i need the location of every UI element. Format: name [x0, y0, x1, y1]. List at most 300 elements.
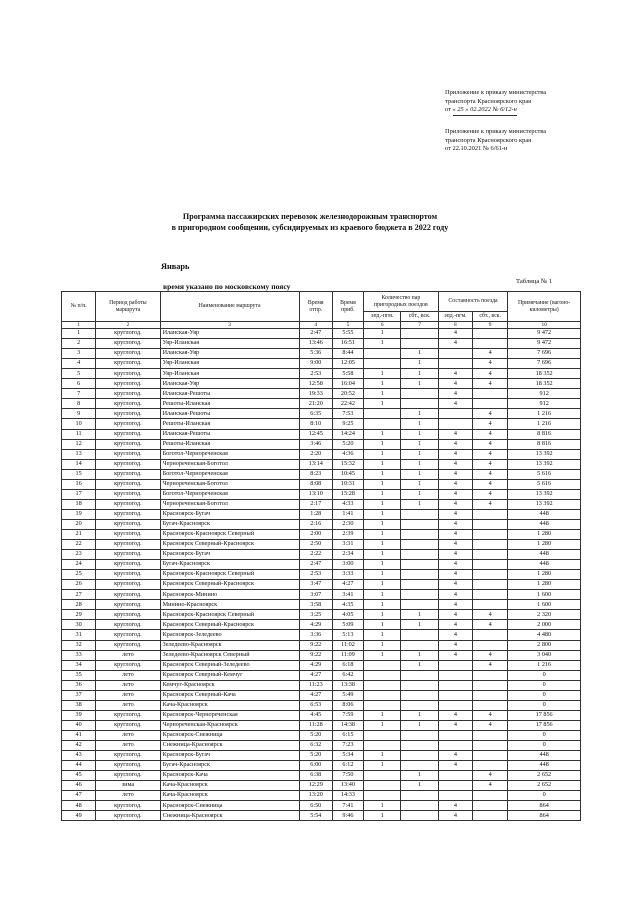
pairs-weekday: 1	[364, 489, 401, 499]
row-number: 2	[62, 339, 96, 349]
composition-weekend: 4	[472, 660, 507, 670]
arrival-time: 3:31	[332, 540, 363, 550]
route-name: Красноярск-Зеледеево	[160, 630, 299, 640]
route-name: Решоты-Иланская	[160, 439, 299, 449]
arrival-time: 11:02	[332, 640, 363, 650]
pairs-weekday: 1	[364, 640, 401, 650]
appendix-date-prefix: от	[445, 106, 451, 114]
pairs-weekend	[401, 529, 438, 539]
arrival-time: 7:50	[332, 771, 363, 781]
table-row	[62, 560, 581, 570]
departure-time: 4:29	[299, 620, 332, 630]
table-row	[62, 379, 581, 389]
arrival-time: 13:38	[332, 680, 363, 690]
composition-weekday: 4	[438, 439, 472, 449]
pairs-weekend	[401, 570, 438, 580]
row-number: 10	[62, 419, 96, 429]
departure-time: 4:29	[299, 660, 332, 670]
pairs-weekday: 1	[364, 519, 401, 529]
composition-weekend: 4	[472, 720, 507, 730]
pairs-weekend	[401, 339, 438, 349]
route-period: лето	[96, 730, 160, 740]
table-row	[62, 690, 581, 700]
row-number: 46	[62, 781, 96, 791]
arrival-time: 5:58	[332, 369, 363, 379]
composition-weekend	[472, 680, 507, 690]
pairs-weekday: 1	[364, 449, 401, 459]
pairs-weekday	[364, 419, 401, 429]
pairs-weekday: 1	[364, 499, 401, 509]
pairs-weekday	[364, 781, 401, 791]
composition-weekend: 4	[472, 499, 507, 509]
departure-time: 13:14	[299, 459, 332, 469]
car-km-note: 1 216	[508, 409, 581, 419]
car-km-note: 1 280	[508, 570, 581, 580]
composition-weekend: 4	[472, 379, 507, 389]
route-name: Красноярск Северный-Кача	[160, 690, 299, 700]
departure-time: 6:38	[299, 771, 332, 781]
car-km-note: 3 040	[508, 650, 581, 660]
composition-weekend	[472, 630, 507, 640]
pairs-weekday: 1	[364, 630, 401, 640]
composition-weekend: 4	[472, 650, 507, 660]
composition-weekday: 4	[438, 339, 472, 349]
pairs-weekday: 1	[364, 459, 401, 469]
arrival-time: 7:41	[332, 801, 363, 811]
car-km-note: 13 392	[508, 449, 581, 459]
departure-time: 6:32	[299, 740, 332, 750]
composition-weekday: 4	[438, 710, 472, 720]
route-period: круглогод.	[96, 379, 160, 389]
composition-weekday	[438, 700, 472, 710]
composition-weekday: 4	[438, 761, 472, 771]
composition-weekday: 4	[438, 590, 472, 600]
column-number-cell: 8	[438, 322, 472, 329]
arrival-time: 14:38	[332, 720, 363, 730]
composition-weekday: 4	[438, 580, 472, 590]
car-km-note: 0	[508, 740, 581, 750]
pairs-weekday: 1	[364, 710, 401, 720]
pairs-weekend: 1	[401, 349, 438, 359]
arrival-time: 5:55	[332, 329, 363, 339]
composition-weekday: 4	[438, 449, 472, 459]
composition-weekend	[472, 519, 507, 529]
table-row	[62, 781, 581, 791]
table-row	[62, 740, 581, 750]
pairs-weekday: 1	[364, 811, 401, 821]
table-row	[62, 610, 581, 620]
composition-weekend	[472, 801, 507, 811]
route-period: круглогод.	[96, 751, 160, 761]
document-title	[100, 211, 520, 233]
table-row	[62, 730, 581, 740]
composition-weekend: 4	[472, 479, 507, 489]
route-period: круглогод.	[96, 419, 160, 429]
departure-time: 13:20	[299, 791, 332, 801]
row-number: 24	[62, 560, 96, 570]
route-period: круглогод.	[96, 771, 160, 781]
route-period: круглогод.	[96, 570, 160, 580]
composition-weekday	[438, 791, 472, 801]
departure-time: 9:22	[299, 650, 332, 660]
composition-weekend	[472, 329, 507, 339]
route-period: круглогод.	[96, 550, 160, 560]
col-subheader-weekday: эпд.-пгм.	[364, 312, 401, 322]
route-name: Красноярск-Красноярск Северный	[160, 529, 299, 539]
table-row	[62, 540, 581, 550]
arrival-time: 7:23	[332, 740, 363, 750]
departure-time: 3:25	[299, 610, 332, 620]
table-row	[62, 550, 581, 560]
pairs-weekend: 1	[401, 379, 438, 389]
composition-weekday: 4	[438, 720, 472, 730]
column-number-cell: 4	[299, 322, 332, 329]
car-km-note: 448	[508, 509, 581, 519]
table-row	[62, 479, 581, 489]
car-km-note: 5 616	[508, 469, 581, 479]
departure-time: 8:23	[299, 469, 332, 479]
route-name: Зеледеево-Красноярск	[160, 640, 299, 650]
composition-weekday	[438, 409, 472, 419]
car-km-note: 0	[508, 680, 581, 690]
row-number: 23	[62, 550, 96, 560]
order-reference-current	[445, 89, 635, 116]
pairs-weekend	[401, 580, 438, 590]
composition-weekday: 4	[438, 811, 472, 821]
car-km-note: 17 856	[508, 710, 581, 720]
composition-weekday	[438, 740, 472, 750]
departure-time: 2:17	[299, 499, 332, 509]
appendix-line: транспорта Красноярского края	[445, 97, 532, 105]
car-km-note: 2 320	[508, 610, 581, 620]
arrival-time: 15:32	[332, 459, 363, 469]
car-km-note: 7 696	[508, 359, 581, 369]
col-header-route: Наименование маршрута	[160, 292, 299, 322]
composition-weekday: 4	[438, 570, 472, 580]
composition-weekend: 4	[472, 620, 507, 630]
car-km-note: 448	[508, 761, 581, 771]
route-name: Чернореченская-Красноярск	[160, 720, 299, 730]
arrival-time: 5:49	[332, 690, 363, 700]
composition-weekend: 4	[472, 710, 507, 720]
row-number: 21	[62, 529, 96, 539]
route-period: круглогод.	[96, 339, 160, 349]
table-row	[62, 409, 581, 419]
arrival-time: 6:15	[332, 730, 363, 740]
pairs-weekday	[364, 359, 401, 369]
row-number: 4	[62, 359, 96, 369]
table-number: Таблица № 1	[516, 278, 553, 285]
table-row	[62, 670, 581, 680]
composition-weekend	[472, 509, 507, 519]
departure-time: 4:27	[299, 670, 332, 680]
pairs-weekend	[401, 730, 438, 740]
departure-time: 2:00	[299, 529, 332, 539]
departure-time: 6:53	[299, 700, 332, 710]
pairs-weekend: 1	[401, 449, 438, 459]
car-km-note: 1 280	[508, 540, 581, 550]
column-number-cell: 7	[401, 322, 438, 329]
composition-weekend	[472, 690, 507, 700]
route-period: круглогод.	[96, 600, 160, 610]
pairs-weekday: 1	[364, 600, 401, 610]
table-row	[62, 389, 581, 399]
route-name: Бугач-Красноярск	[160, 519, 299, 529]
pairs-weekend	[401, 399, 438, 409]
composition-weekday: 4	[438, 429, 472, 439]
route-period: лето	[96, 680, 160, 690]
arrival-time: 4:33	[332, 499, 363, 509]
route-period: круглогод.	[96, 359, 160, 369]
row-number: 7	[62, 389, 96, 399]
car-km-note: 18 352	[508, 379, 581, 389]
departure-time: 6:50	[299, 801, 332, 811]
composition-weekday	[438, 349, 472, 359]
composition-weekend: 4	[472, 781, 507, 791]
composition-weekday	[438, 359, 472, 369]
route-period: лето	[96, 670, 160, 680]
departure-time: 6:00	[299, 761, 332, 771]
col-header-arrival: Время приб.	[332, 292, 363, 322]
pairs-weekday: 1	[364, 439, 401, 449]
pairs-weekend: 1	[401, 660, 438, 670]
composition-weekday: 4	[438, 459, 472, 469]
schedule-body	[62, 329, 581, 821]
table-row	[62, 329, 581, 339]
col-header-note: Примечание (вагоно-километры)	[508, 292, 581, 322]
route-period: лето	[96, 740, 160, 750]
pairs-weekend: 1	[401, 489, 438, 499]
route-period: круглогод.	[96, 529, 160, 539]
pairs-weekday	[364, 771, 401, 781]
row-number: 19	[62, 509, 96, 519]
table-row	[62, 660, 581, 670]
car-km-note: 13 392	[508, 499, 581, 509]
composition-weekday: 4	[438, 630, 472, 640]
table-row	[62, 811, 581, 821]
col-header-train-pairs: Количество пар пригородных поездов	[364, 292, 439, 312]
arrival-time: 16:04	[332, 379, 363, 389]
route-name: Чернореченская-Боготол	[160, 499, 299, 509]
composition-weekday: 4	[438, 801, 472, 811]
departure-time: 5:36	[299, 349, 332, 359]
row-number: 38	[62, 700, 96, 710]
composition-weekend	[472, 580, 507, 590]
row-number: 25	[62, 570, 96, 580]
departure-time: 2:53	[299, 570, 332, 580]
route-period: круглогод.	[96, 499, 160, 509]
arrival-time: 22:42	[332, 399, 363, 409]
pairs-weekday: 1	[364, 801, 401, 811]
pairs-weekend	[401, 590, 438, 600]
departure-time: 13:10	[299, 489, 332, 499]
arrival-time: 2:30	[332, 519, 363, 529]
pairs-weekday: 1	[364, 509, 401, 519]
table-row	[62, 439, 581, 449]
composition-weekday	[438, 690, 472, 700]
composition-weekend: 4	[472, 489, 507, 499]
route-period: круглогод.	[96, 509, 160, 519]
route-name: Снежница-Красноярск	[160, 740, 299, 750]
car-km-note: 13 392	[508, 489, 581, 499]
route-name: Красноярск-Красноярск Северный	[160, 610, 299, 620]
composition-weekday: 4	[438, 600, 472, 610]
departure-time: 5:20	[299, 751, 332, 761]
departure-time: 9:22	[299, 640, 332, 650]
car-km-note: 17 856	[508, 720, 581, 730]
arrival-time: 6:42	[332, 670, 363, 680]
table-row	[62, 710, 581, 720]
car-km-note: 912	[508, 389, 581, 399]
composition-weekday: 4	[438, 479, 472, 489]
pairs-weekend: 1	[401, 720, 438, 730]
route-name: Красноярск-Бугач	[160, 751, 299, 761]
time-zone-note: время указано по московскому поясу	[163, 282, 291, 291]
composition-weekend	[472, 791, 507, 801]
car-km-note: 7 696	[508, 349, 581, 359]
appendix-line: транспорта Красноярского края	[445, 136, 532, 144]
arrival-time: 14:33	[332, 791, 363, 801]
composition-weekday: 4	[438, 509, 472, 519]
composition-weekend	[472, 740, 507, 750]
pairs-weekend: 1	[401, 409, 438, 419]
route-period: круглогод.	[96, 439, 160, 449]
route-name: Красноярск Северный-Красноярск	[160, 620, 299, 630]
pairs-weekend	[401, 540, 438, 550]
route-name: Боготол-Чернореченская	[160, 469, 299, 479]
route-name: Чернореченская-Боготол	[160, 479, 299, 489]
row-number: 36	[62, 680, 96, 690]
route-period: лето	[96, 791, 160, 801]
composition-weekend	[472, 339, 507, 349]
composition-weekend: 4	[472, 409, 507, 419]
route-name: Уяр-Иланская	[160, 339, 299, 349]
table-row	[62, 449, 581, 459]
car-km-note: 1 280	[508, 580, 581, 590]
composition-weekday: 4	[438, 560, 472, 570]
table-row	[62, 339, 581, 349]
departure-time: 9:00	[299, 359, 332, 369]
composition-weekday: 4	[438, 610, 472, 620]
car-km-note: 864	[508, 801, 581, 811]
composition-weekend: 4	[472, 459, 507, 469]
pairs-weekend	[401, 329, 438, 339]
route-name: Решоты-Иланская	[160, 419, 299, 429]
table-row	[62, 429, 581, 439]
route-period: круглогод.	[96, 580, 160, 590]
col-subheader-weekday: эпд.-пгм.	[438, 312, 472, 322]
row-number: 22	[62, 540, 96, 550]
composition-weekday: 4	[438, 640, 472, 650]
pairs-weekday	[364, 349, 401, 359]
composition-weekend	[472, 811, 507, 821]
route-period: лето	[96, 690, 160, 700]
route-name: Красноярск-Минино	[160, 590, 299, 600]
route-name: Красноярск-Красноярск Северный	[160, 570, 299, 580]
pairs-weekday: 1	[364, 329, 401, 339]
pairs-weekday: 1	[364, 479, 401, 489]
departure-time: 11:28	[299, 720, 332, 730]
row-number: 15	[62, 469, 96, 479]
car-km-note: 1 216	[508, 419, 581, 429]
arrival-time: 9:46	[332, 811, 363, 821]
column-number-row	[62, 322, 581, 329]
pairs-weekday: 1	[364, 620, 401, 630]
composition-weekend	[472, 389, 507, 399]
route-period: круглогод.	[96, 720, 160, 730]
composition-weekday: 4	[438, 620, 472, 630]
table-row	[62, 680, 581, 690]
arrival-time: 5:34	[332, 751, 363, 761]
pairs-weekday	[364, 700, 401, 710]
table-row	[62, 519, 581, 529]
table-row	[62, 469, 581, 479]
col-subheader-weekend: сбт., вск.	[401, 312, 438, 322]
arrival-time: 7:59	[332, 710, 363, 720]
table-row	[62, 580, 581, 590]
table-row	[62, 620, 581, 630]
table-row	[62, 499, 581, 509]
pairs-weekend	[401, 740, 438, 750]
row-number: 16	[62, 479, 96, 489]
composition-weekday	[438, 730, 472, 740]
arrival-time: 13:40	[332, 781, 363, 791]
departure-time: 3:58	[299, 600, 332, 610]
car-km-note: 0	[508, 690, 581, 700]
arrival-time: 5:20	[332, 439, 363, 449]
composition-weekend: 4	[472, 369, 507, 379]
composition-weekday	[438, 670, 472, 680]
composition-weekday: 4	[438, 751, 472, 761]
col-header-num: № п/п.	[62, 292, 96, 322]
arrival-time: 14:24	[332, 429, 363, 439]
arrival-time: 12:05	[332, 359, 363, 369]
arrival-time: 10:45	[332, 469, 363, 479]
car-km-note: 8 816	[508, 439, 581, 449]
table-row	[62, 459, 581, 469]
route-period: круглогод.	[96, 449, 160, 459]
route-name: Красноярск Северный-Красноярск	[160, 580, 299, 590]
arrival-time: 4:35	[332, 600, 363, 610]
pairs-weekend: 1	[401, 620, 438, 630]
pairs-weekday: 1	[364, 560, 401, 570]
route-name: Красноярск-Снежница	[160, 801, 299, 811]
arrival-time: 4:05	[332, 610, 363, 620]
route-name: Красноярск-Бугач	[160, 550, 299, 560]
composition-weekday: 4	[438, 529, 472, 539]
departure-time: 13:46	[299, 339, 332, 349]
route-name: Кемчуг-Красноярск	[160, 680, 299, 690]
composition-weekend: 4	[472, 771, 507, 781]
pairs-weekend	[401, 519, 438, 529]
arrival-time: 15:28	[332, 489, 363, 499]
pairs-weekend	[401, 791, 438, 801]
month-heading: Январь	[161, 262, 190, 271]
pairs-weekday: 1	[364, 339, 401, 349]
composition-weekday	[438, 771, 472, 781]
pairs-weekday	[364, 670, 401, 680]
departure-time: 1:28	[299, 509, 332, 519]
route-name: Боготол-Чернореченская	[160, 489, 299, 499]
composition-weekend	[472, 751, 507, 761]
composition-weekday: 4	[438, 469, 472, 479]
composition-weekend	[472, 670, 507, 680]
pairs-weekday: 1	[364, 399, 401, 409]
route-period: круглогод.	[96, 761, 160, 771]
arrival-time: 1:41	[332, 509, 363, 519]
route-name: Иланская-Решоты	[160, 409, 299, 419]
composition-weekend: 4	[472, 419, 507, 429]
